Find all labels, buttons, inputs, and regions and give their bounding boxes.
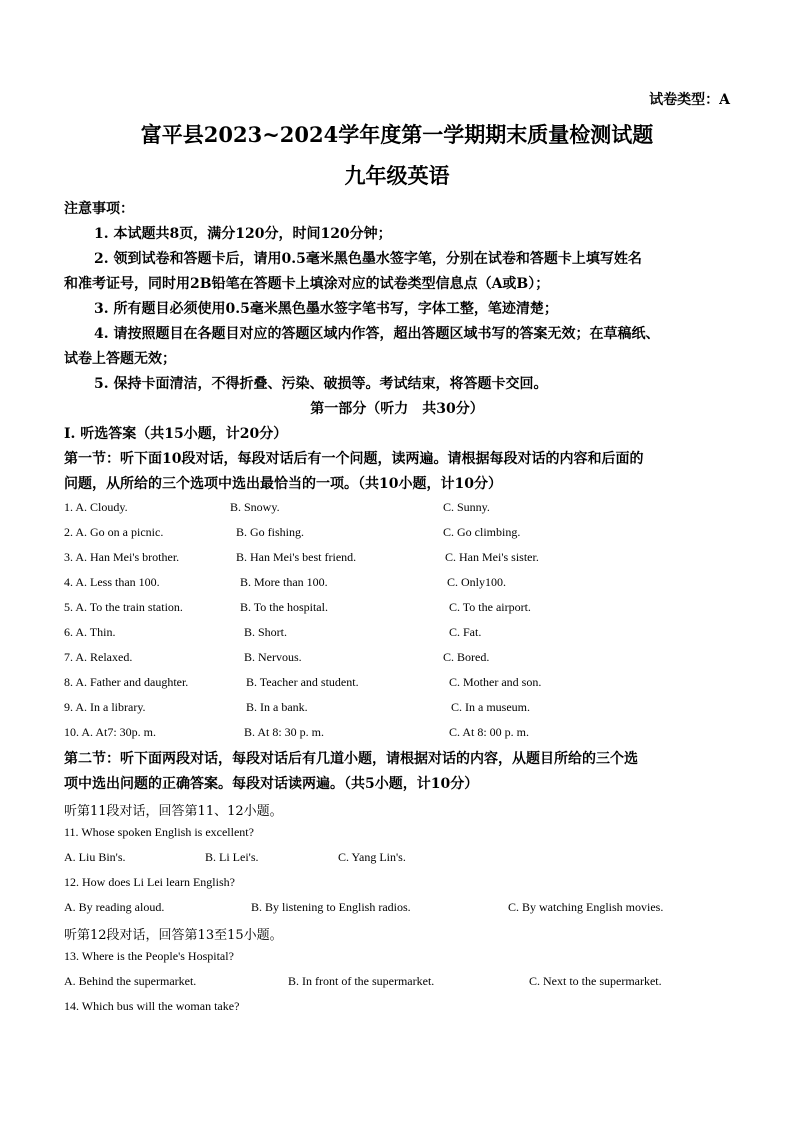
question-option-a: 5. A. To the train station. <box>64 600 183 614</box>
question-option-c: C. To the airport. <box>449 600 531 614</box>
question-option-a: 4. A. Less than 100. <box>64 575 160 589</box>
section-I-heading: I. 听选答案（共15小题，计20分） <box>64 426 288 442</box>
question-option-b: B. Teacher and student. <box>246 675 359 689</box>
exam-title: 富平县2023~2024学年度第一学期期末质量检测试题 <box>140 122 654 147</box>
question-option-b: B. At 8: 30 p. m. <box>244 725 325 739</box>
question-option-a: 3. A. Han Mei's brother. <box>64 550 180 564</box>
question-option-c: C. Mother and son. <box>449 675 542 689</box>
exam-subtitle: 九年级英语 <box>344 163 450 188</box>
question-option-c: C. Go climbing. <box>443 525 521 539</box>
question-option-a: A. Behind the supermarket. <box>64 974 197 988</box>
question-option-c: C. Next to the supermarket. <box>529 974 662 988</box>
note-line: 2. 领到试卷和答题卡后，请用0.5毫米黑色墨水签字笔，分别在试卷和答题卡上填写姓名 <box>94 251 642 267</box>
note-line: 3. 所有题目必须使用0.5毫米黑色墨水签字笔书写，字体工整，笔迹清楚； <box>94 301 558 317</box>
section1-instruction: 第一节：听下面10段对话，每段对话后有一个问题，读两遍。请根据每段对话的内容和后面的 <box>64 451 644 467</box>
note-line: 和准考证号，同时用2B铅笔在答题卡上填涂对应的试卷类型信息点（A或B）； <box>64 276 550 292</box>
question-option-c: C. Sunny. <box>443 500 490 514</box>
question-option-c: C. Only100. <box>447 575 507 589</box>
section1-instruction: 问题，从所给的三个选项中选出最恰当的一项。（共10小题，计10分） <box>64 476 502 492</box>
question-option-b: B. Short. <box>244 625 288 639</box>
question-option-c: C. Yang Lin's. <box>338 850 406 864</box>
question-stem: 14. Which bus will the woman take? <box>64 999 240 1013</box>
question-option-b: B. To the hospital. <box>240 600 328 614</box>
question-option-a: 1. A. Cloudy. <box>64 500 128 514</box>
question-stem: 13. Where is the People's Hospital? <box>64 949 234 963</box>
question-option-a: 7. A. Relaxed. <box>64 650 133 664</box>
question-option-b: B. Snowy. <box>230 500 280 514</box>
question-stem: 12. How does Li Lei learn English? <box>64 875 235 889</box>
question-stem: 11. Whose spoken English is excellent? <box>64 825 254 839</box>
question-option-b: B. Han Mei's best friend. <box>236 550 357 564</box>
question-option-b: B. Nervous. <box>244 650 302 664</box>
question-option-b: B. Go fishing. <box>236 525 305 539</box>
dialog-12-intro: 听第12段对话，回答第13至15小题。 <box>64 928 283 943</box>
question-option-a: 9. A. In a library. <box>64 700 146 714</box>
section2-instruction: 项中选出问题的正确答案。每段对话读两遍。（共5小题，计10分） <box>64 776 479 792</box>
question-option-c: C. Fat. <box>449 625 482 639</box>
note-line: 试卷上答题无效； <box>64 351 176 367</box>
question-option-a: 8. A. Father and daughter. <box>64 675 189 689</box>
question-option-c: C. At 8: 00 p. m. <box>449 725 530 739</box>
note-line: 5. 保持卡面清洁，不得折叠、污染、破损等。考试结束，将答题卡交回。 <box>94 376 548 392</box>
question-option-c: C. In a museum. <box>451 700 530 714</box>
paper-type: 试卷类型：A <box>649 92 730 108</box>
question-option-a: A. By reading aloud. <box>64 900 165 914</box>
question-option-b: B. By listening to English radios. <box>251 900 411 914</box>
question-option-b: B. Li Lei's. <box>205 850 259 864</box>
question-option-c: C. By watching English movies. <box>508 900 664 914</box>
question-option-a: 6. A. Thin. <box>64 625 116 639</box>
dialog-11-intro: 听第11段对话，回答第11、12小题。 <box>64 804 283 819</box>
question-option-b: B. In a bank. <box>246 700 308 714</box>
notes-heading: 注意事项： <box>64 201 134 217</box>
note-line: 1. 本试题共8页，满分120分，时间120分钟； <box>94 226 392 242</box>
question-option-a: 2. A. Go on a picnic. <box>64 525 164 539</box>
note-line: 4. 请按照题目在各题目对应的答题区域内作答，超出答题区域书写的答案无效；在草稿纸、 <box>94 326 660 342</box>
question-option-b: B. In front of the supermarket. <box>288 974 435 988</box>
question-option-b: B. More than 100. <box>240 575 328 589</box>
question-option-c: C. Bored. <box>443 650 490 664</box>
part1-title: 第一部分（听力 共30分） <box>310 401 484 417</box>
section2-instruction: 第二节：听下面两段对话，每段对话后有几道小题，请根据对话的内容，从题目所给的三个选 <box>64 751 638 767</box>
question-option-c: C. Han Mei's sister. <box>445 550 539 564</box>
question-option-a: A. Liu Bin's. <box>64 850 126 864</box>
question-option-a: 10. A. At7: 30p. m. <box>64 725 157 739</box>
